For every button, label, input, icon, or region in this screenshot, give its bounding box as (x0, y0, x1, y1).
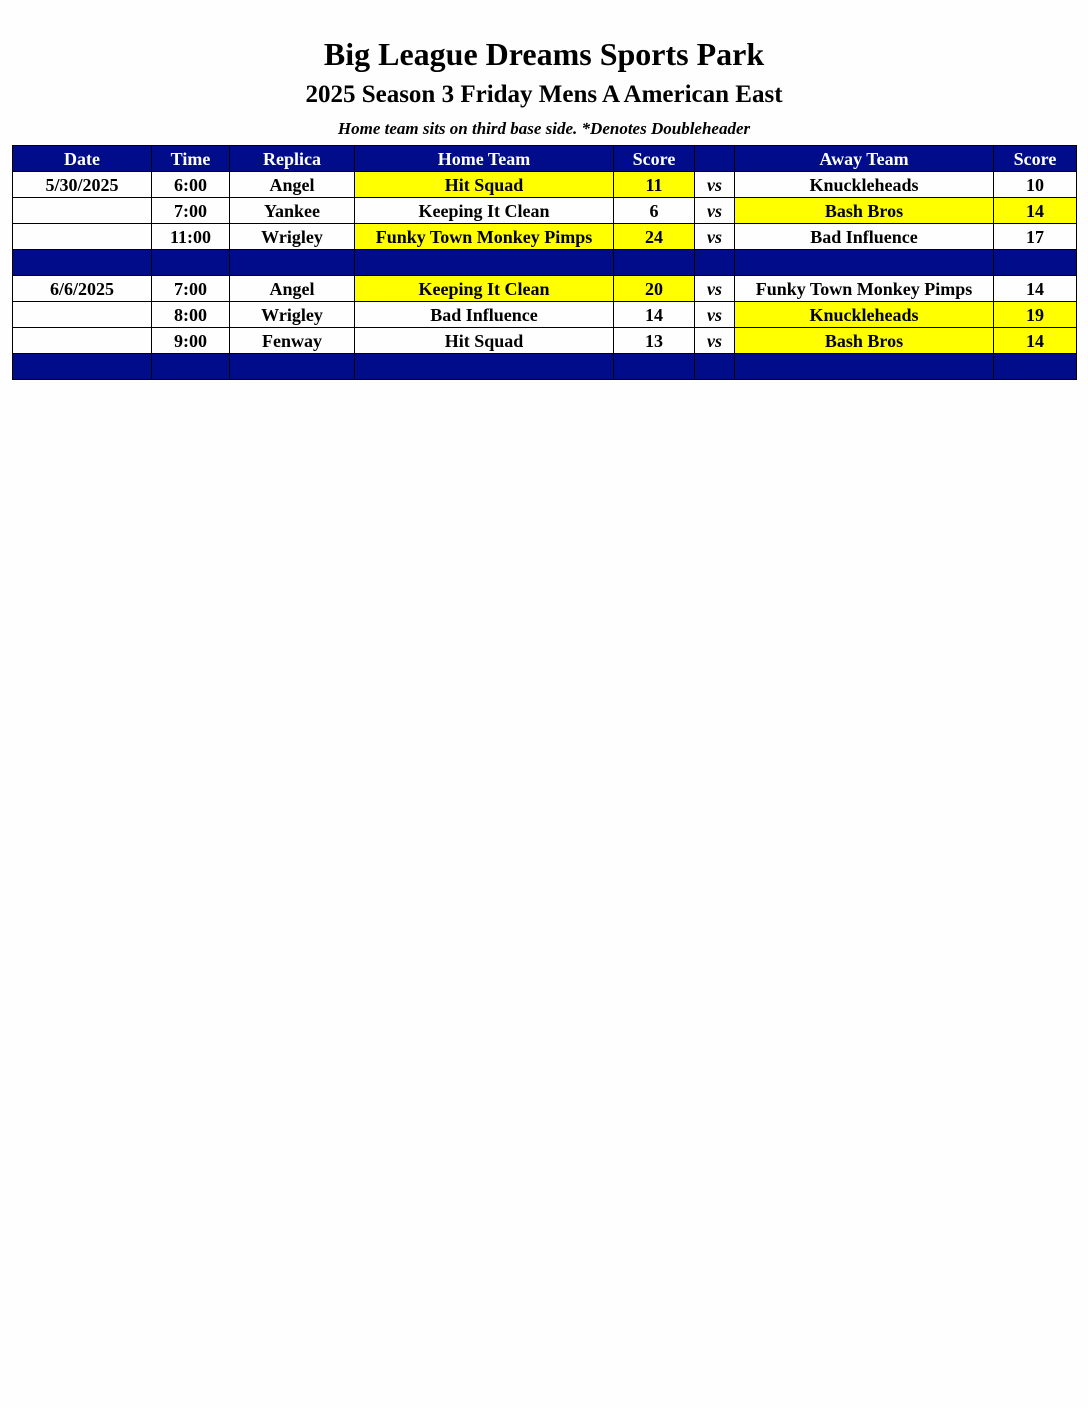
separator-cell (230, 250, 355, 276)
vs-label: vs (695, 198, 735, 224)
home-score: 14 (614, 302, 695, 328)
away-score: 17 (994, 224, 1077, 250)
game-replica: Wrigley (230, 224, 355, 250)
column-header-date: Date (13, 146, 152, 172)
away-team: Bash Bros (735, 328, 994, 354)
home-team: Bad Influence (355, 302, 614, 328)
game-time: 7:00 (152, 198, 230, 224)
game-date (13, 302, 152, 328)
column-header-away-score: Score (994, 146, 1077, 172)
separator-cell (13, 250, 152, 276)
game-time: 8:00 (152, 302, 230, 328)
away-team: Knuckleheads (735, 302, 994, 328)
game-row (13, 302, 1077, 328)
game-date: 6/6/2025 (13, 276, 152, 302)
game-row (13, 198, 1077, 224)
away-team: Bad Influence (735, 224, 994, 250)
separator-cell (152, 250, 230, 276)
separator-cell (695, 250, 735, 276)
separator-cell (735, 354, 994, 380)
week-separator-row (13, 250, 1077, 276)
home-score: 24 (614, 224, 695, 250)
separator-cell (994, 250, 1077, 276)
away-team: Bash Bros (735, 198, 994, 224)
away-score: 14 (994, 198, 1077, 224)
game-time: 11:00 (152, 224, 230, 250)
home-team: Keeping It Clean (355, 276, 614, 302)
game-replica: Yankee (230, 198, 355, 224)
column-header-home-team: Home Team (355, 146, 614, 172)
schedule-body (13, 172, 1077, 380)
column-header-vs (695, 146, 735, 172)
away-team: Knuckleheads (735, 172, 994, 198)
column-header-away-team: Away Team (735, 146, 994, 172)
column-header-time: Time (152, 146, 230, 172)
vs-label: vs (695, 224, 735, 250)
home-score: 6 (614, 198, 695, 224)
vs-label: vs (695, 276, 735, 302)
away-score: 14 (994, 276, 1077, 302)
game-date: 5/30/2025 (13, 172, 152, 198)
vs-label: vs (695, 172, 735, 198)
separator-cell (735, 250, 994, 276)
separator-cell (355, 250, 614, 276)
separator-cell (614, 250, 695, 276)
column-header-replica: Replica (230, 146, 355, 172)
home-team: Funky Town Monkey Pimps (355, 224, 614, 250)
away-score: 14 (994, 328, 1077, 354)
separator-cell (355, 354, 614, 380)
game-replica: Angel (230, 276, 355, 302)
game-time: 6:00 (152, 172, 230, 198)
game-replica: Fenway (230, 328, 355, 354)
game-date (13, 198, 152, 224)
separator-cell (695, 354, 735, 380)
page-subtitle: 2025 Season 3 Friday Mens A American East (305, 81, 783, 108)
home-team: Hit Squad (355, 328, 614, 354)
separator-cell (230, 354, 355, 380)
week-separator-row (13, 354, 1077, 380)
game-replica: Wrigley (230, 302, 355, 328)
game-time: 7:00 (152, 276, 230, 302)
game-time: 9:00 (152, 328, 230, 354)
header-row (13, 146, 1077, 172)
home-score: 11 (614, 172, 695, 198)
game-row (13, 224, 1077, 250)
away-score: 10 (994, 172, 1077, 198)
home-team: Hit Squad (355, 172, 614, 198)
game-row (13, 172, 1077, 198)
away-score: 19 (994, 302, 1077, 328)
page-title: Big League Dreams Sports Park (323, 36, 765, 72)
separator-cell (994, 354, 1077, 380)
schedule-table (12, 145, 1077, 380)
separator-cell (614, 354, 695, 380)
home-team: Keeping It Clean (355, 198, 614, 224)
away-team: Funky Town Monkey Pimps (735, 276, 994, 302)
separator-cell (152, 354, 230, 380)
game-date (13, 224, 152, 250)
vs-label: vs (695, 328, 735, 354)
game-row (13, 328, 1077, 354)
home-score: 13 (614, 328, 695, 354)
home-score: 20 (614, 276, 695, 302)
column-header-home-score: Score (614, 146, 695, 172)
vs-label: vs (695, 302, 735, 328)
separator-cell (13, 354, 152, 380)
schedule-note: Home team sits on third base side. *Denotes Doubleheader (337, 119, 751, 138)
game-replica: Angel (230, 172, 355, 198)
game-date (13, 328, 152, 354)
game-row (13, 276, 1077, 302)
